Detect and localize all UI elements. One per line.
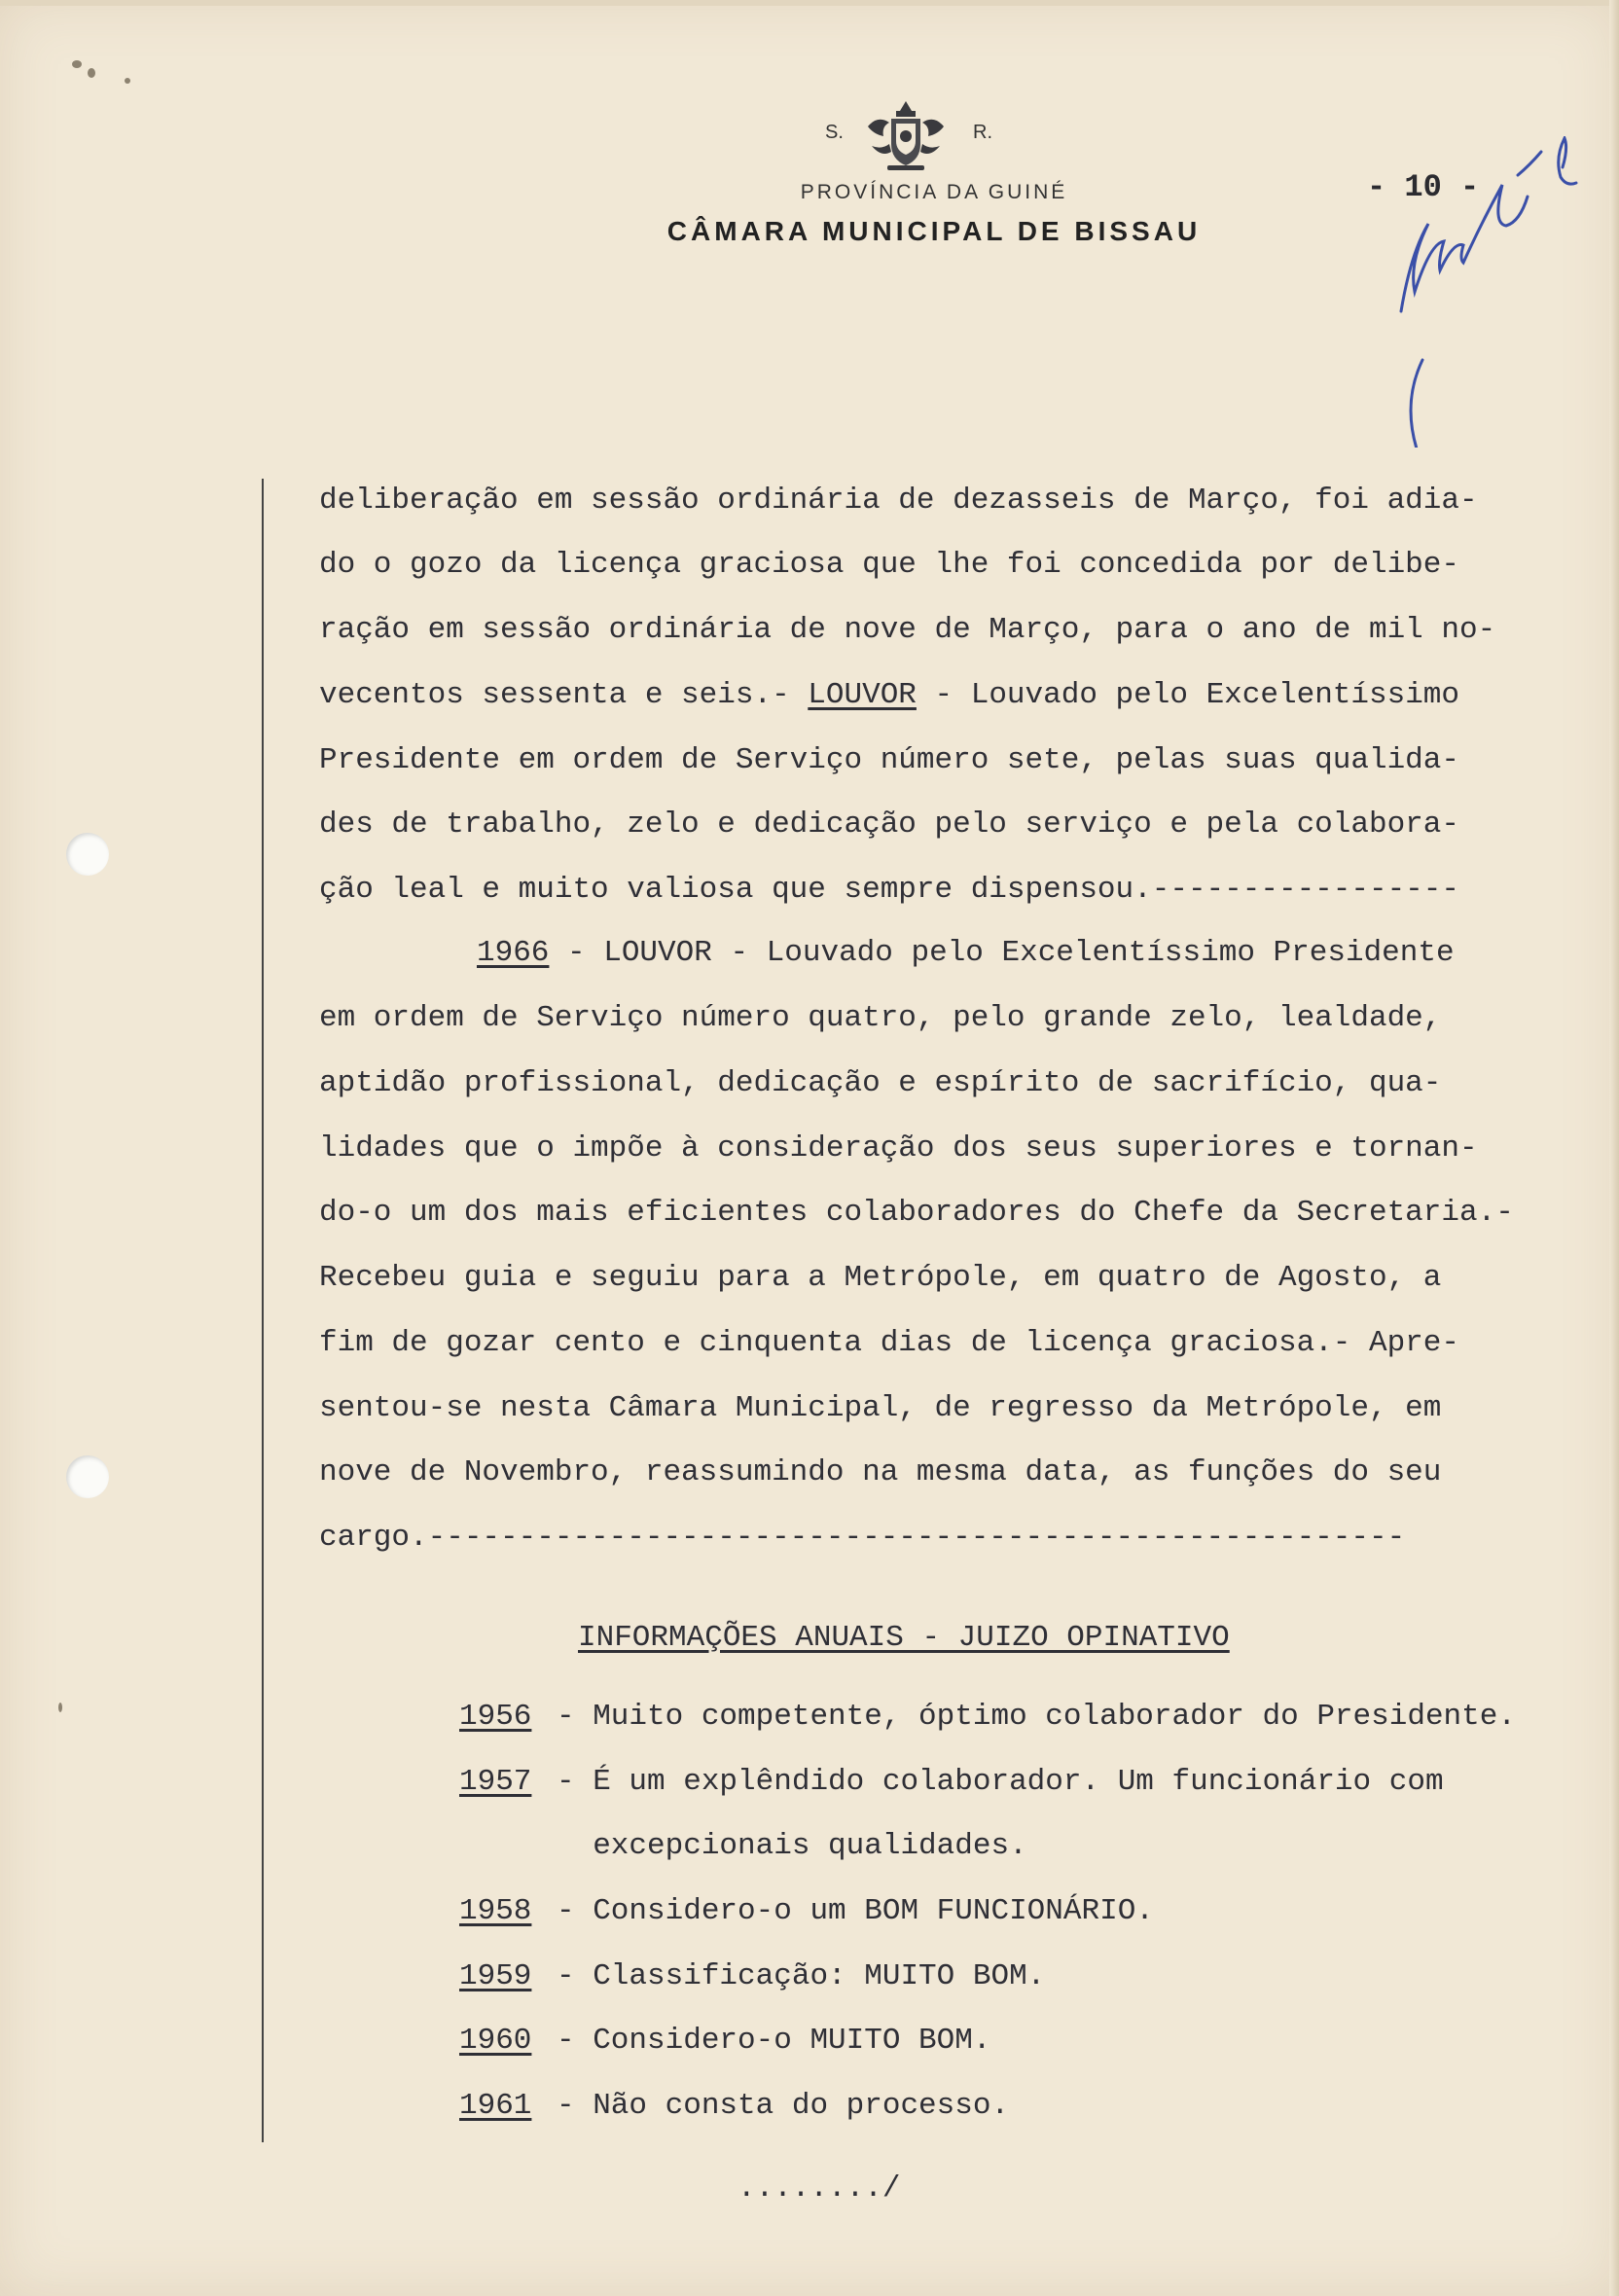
continuation-mark: ......../: [738, 2171, 901, 2206]
letterhead-left-initial: S.: [825, 122, 844, 143]
text-segment: - LOUVOR - Louvado pelo Excelentíssimo Presidente: [549, 936, 1455, 970]
text-line: fim de gozar cento e cinquenta dias de licença graciosa.- Apre-: [319, 1326, 1459, 1360]
text-line: ção leal e muito valiosa que sempre dispensou.-----------------: [319, 873, 1459, 907]
entry-text: - Muito competente, óptimo colaborador do Presidente.: [557, 1700, 1516, 1734]
stain-speck: [88, 68, 95, 78]
text-line: des de trabalho, zelo e dedicação pelo serviço e pela colabora-: [319, 807, 1459, 842]
entry-year: 1957: [459, 1765, 532, 1799]
stain-speck: [58, 1703, 62, 1712]
margin-rule: [262, 479, 264, 2142]
text-line: sentou-se nesta Câmara Municipal, de regresso da Metrópole, em: [319, 1391, 1442, 1425]
text-line: do-o um dos mais eficientes colaboradores do Chefe da Secretaria.-: [319, 1196, 1514, 1230]
stain-speck: [125, 78, 130, 84]
entry-year: 1960: [459, 2024, 532, 2058]
entry-year: 1956: [459, 1700, 532, 1734]
handwritten-signature: [1382, 136, 1596, 448]
text-segment: - Louvado pelo Excelentíssimo: [916, 678, 1460, 712]
page-top-edge: [0, 0, 1619, 6]
entry-text: excepcionais qualidades.: [557, 1829, 1027, 1863]
text-line: do o gozo da licença graciosa que lhe foi concedida por delibe-: [319, 548, 1459, 582]
text-line: cargo.------------------------------------------------------: [319, 1521, 1406, 1555]
entry-year: 1958: [459, 1894, 532, 1928]
entry-year: 1959: [459, 1959, 532, 1993]
text-line: Presidente em ordem de Serviço número sete, pelas suas qualida-: [319, 743, 1459, 777]
text-line: ração em sessão ordinária de nove de Março, para o ano de mil no-: [319, 613, 1496, 647]
entry-text: - Não consta do processo.: [557, 2089, 1010, 2123]
text-line: nove de Novembro, reassumindo na mesma data, as funções do seu: [319, 1455, 1442, 1489]
text-line: [319, 678, 1459, 713]
year-1966: 1966: [477, 936, 550, 970]
coat-of-arms-icon: [864, 97, 948, 175]
page-number: - 10 -: [1367, 169, 1480, 205]
punch-hole: [66, 833, 109, 876]
text-line: lidades que o impõe à consideração dos seus superiores e tornan-: [319, 1131, 1478, 1166]
text-line: em ordem de Serviço número quatro, pelo grande zelo, lealdade,: [319, 1001, 1442, 1035]
entry-year: 1961: [459, 2089, 532, 2123]
entry-text: - Considero-o MUITO BOM.: [557, 2024, 991, 2058]
letterhead-province: PROVÍNCIA DA GUINÉ: [800, 181, 1068, 203]
text-segment: vecentos sessenta e seis.-: [319, 678, 809, 712]
letterhead-right-initial: R.: [973, 122, 992, 143]
text-line: Recebeu guia e seguiu para a Metrópole, em quatro de Agosto, a: [319, 1261, 1442, 1295]
page-right-edge: [1609, 0, 1619, 2296]
entry-text: - Considero-o um BOM FUNCIONÁRIO.: [557, 1894, 1154, 1928]
entry-text: - É um explêndido colaborador. Um funcionário com: [557, 1765, 1444, 1799]
text-line: aptidão profissional, dedicação e espírito de sacrifício, qua-: [319, 1066, 1442, 1100]
entry-text: - Classificação: MUITO BOM.: [557, 1959, 1046, 1993]
letterhead-council: CÂMARA MUNICIPAL DE BISSAU: [666, 216, 1202, 246]
text-line: [477, 936, 1455, 971]
louvor-label: LOUVOR: [808, 678, 917, 712]
punch-hole: [66, 1455, 109, 1498]
section-heading: INFORMAÇÕES ANUAIS - JUIZO OPINATIVO: [578, 1621, 1230, 1655]
stain-speck: [72, 60, 82, 68]
text-line: deliberação em sessão ordinária de dezasseis de Março, foi adia-: [319, 484, 1478, 518]
